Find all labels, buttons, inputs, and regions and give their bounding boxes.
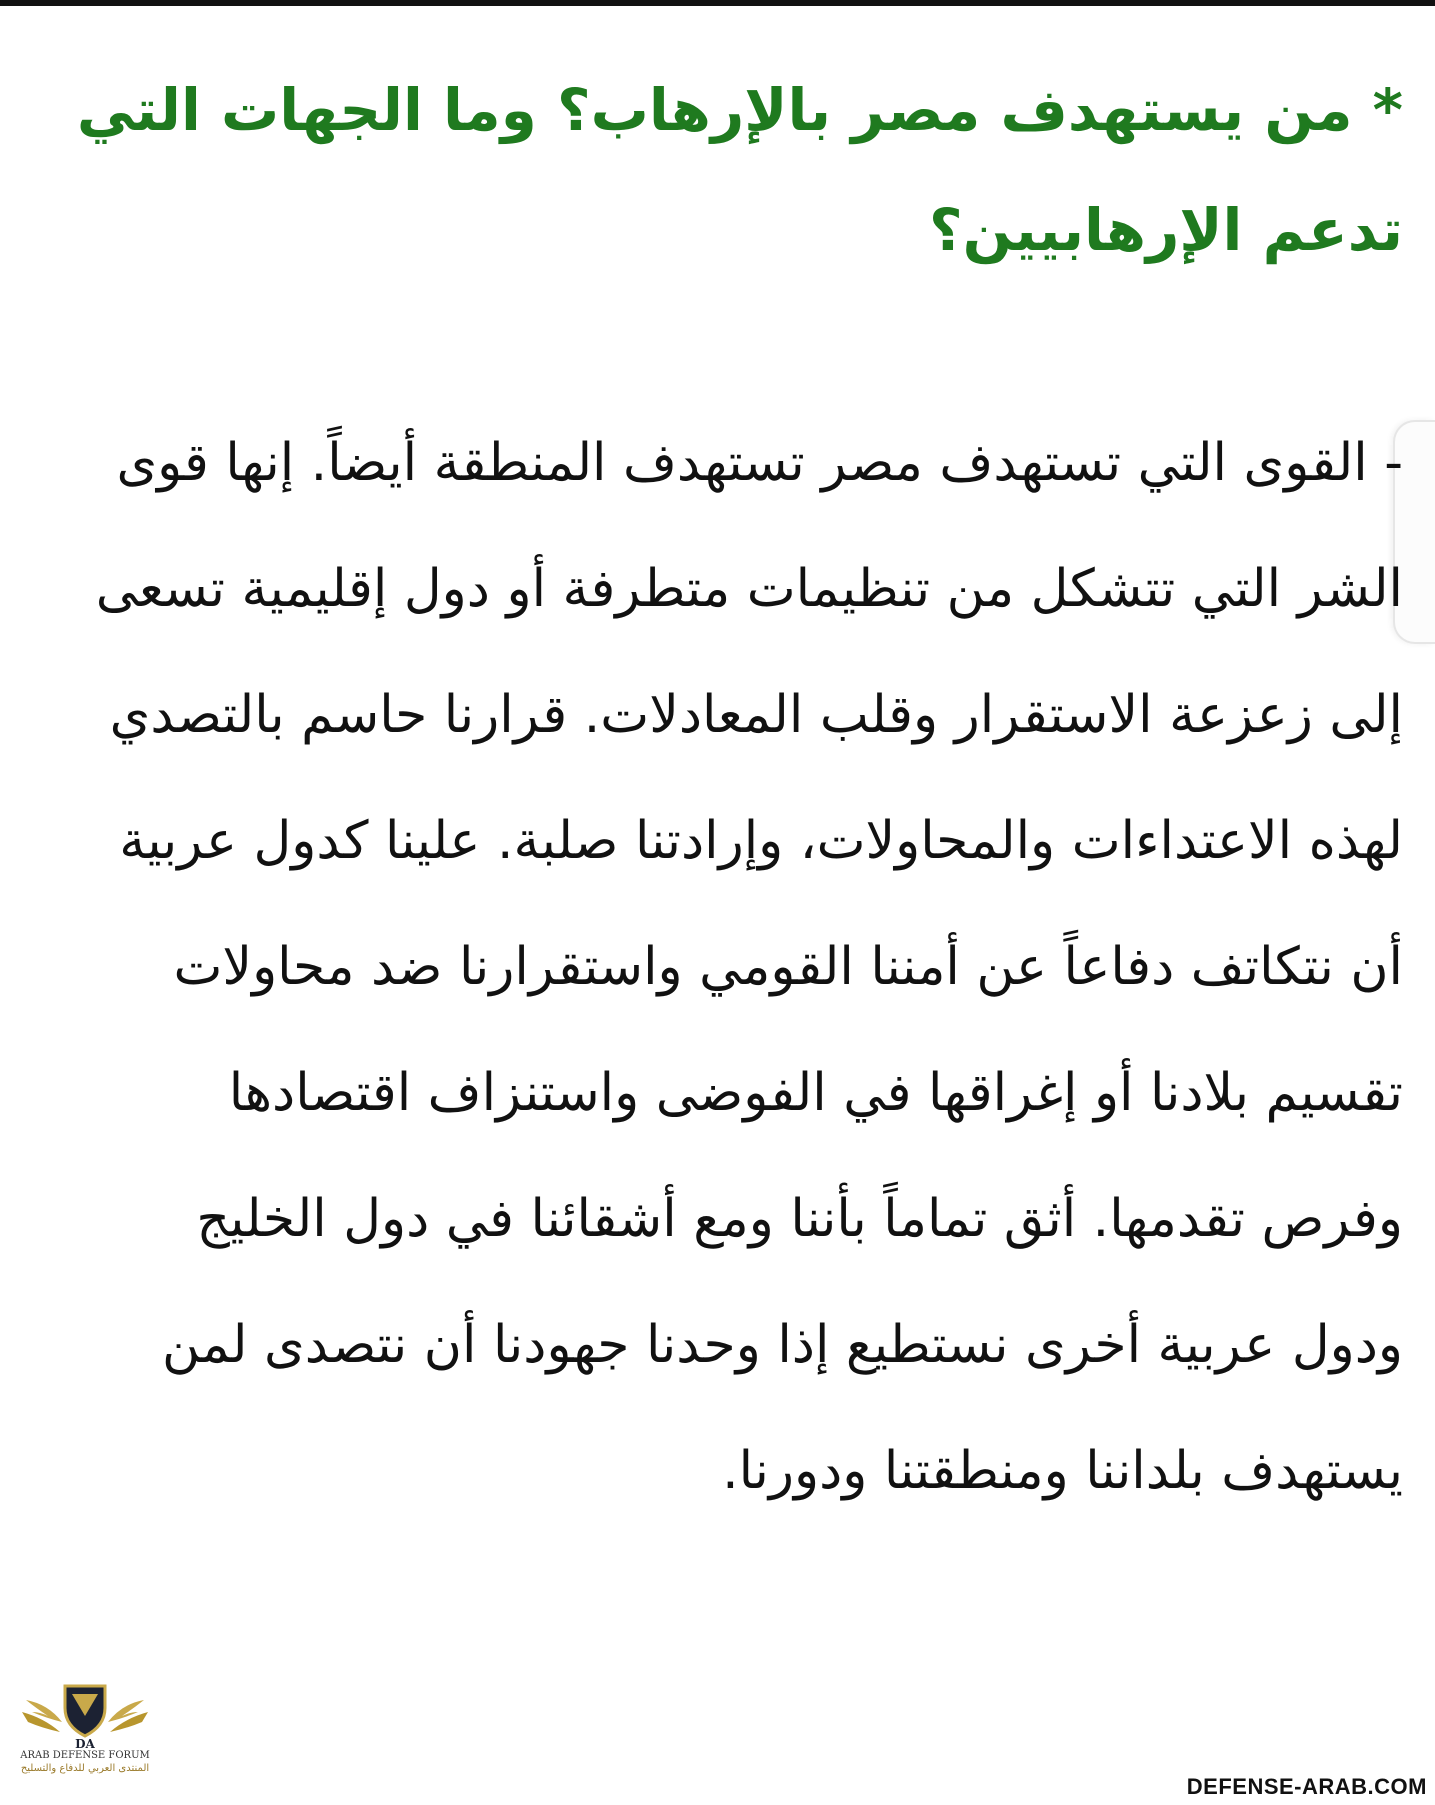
shield-wings-icon <box>20 1682 150 1750</box>
logo-initials: DA <box>75 1737 95 1750</box>
article-body: - القوى التي تستهدف مصر تستهدف المنطقة أيضاً. إنها قوى الشر التي تتشكل من تنظيمات متطرفة أو دول إقليمية تسعى إلى زعزعة الاستقرار وقلب المعادلات. قرارنا حاسم بالتصدي لهذه الاعتداءات والمحاولات، وإرادتنا صلبة. علينا كدول عربية أن نتكاتف دفاعاً عن أمننا القومي واستقرارنا ضد محاولات تقسيم بلادنا أو إغراقها في الفوضى واستنزاف اقتصادها وفرص تقدمها. أثق تماماً بأننا ومع أشقائنا في دول الخليج ودول عربية أخرى نستطيع إذا وحدنا جهودنا أن نتصدى لمن يستهدف بلداننا ومنطقتنا ودورنا. <box>95 433 1403 1501</box>
top-border-rule <box>0 0 1435 6</box>
logo-english-name: ARAB DEFENSE FORUM <box>20 1750 150 1761</box>
site-url-watermark: DEFENSE-ARAB.COM <box>1186 1774 1427 1799</box>
logo-arabic-name: المنتدى العربي للدفاع والتسليح <box>20 1763 150 1774</box>
article-headline: * من يستهدف مصر بالإرهاب؟ وما الجهات التي تدعم الإرهابيين؟ <box>76 76 1403 264</box>
arab-defense-forum-logo <box>10 1682 160 1800</box>
